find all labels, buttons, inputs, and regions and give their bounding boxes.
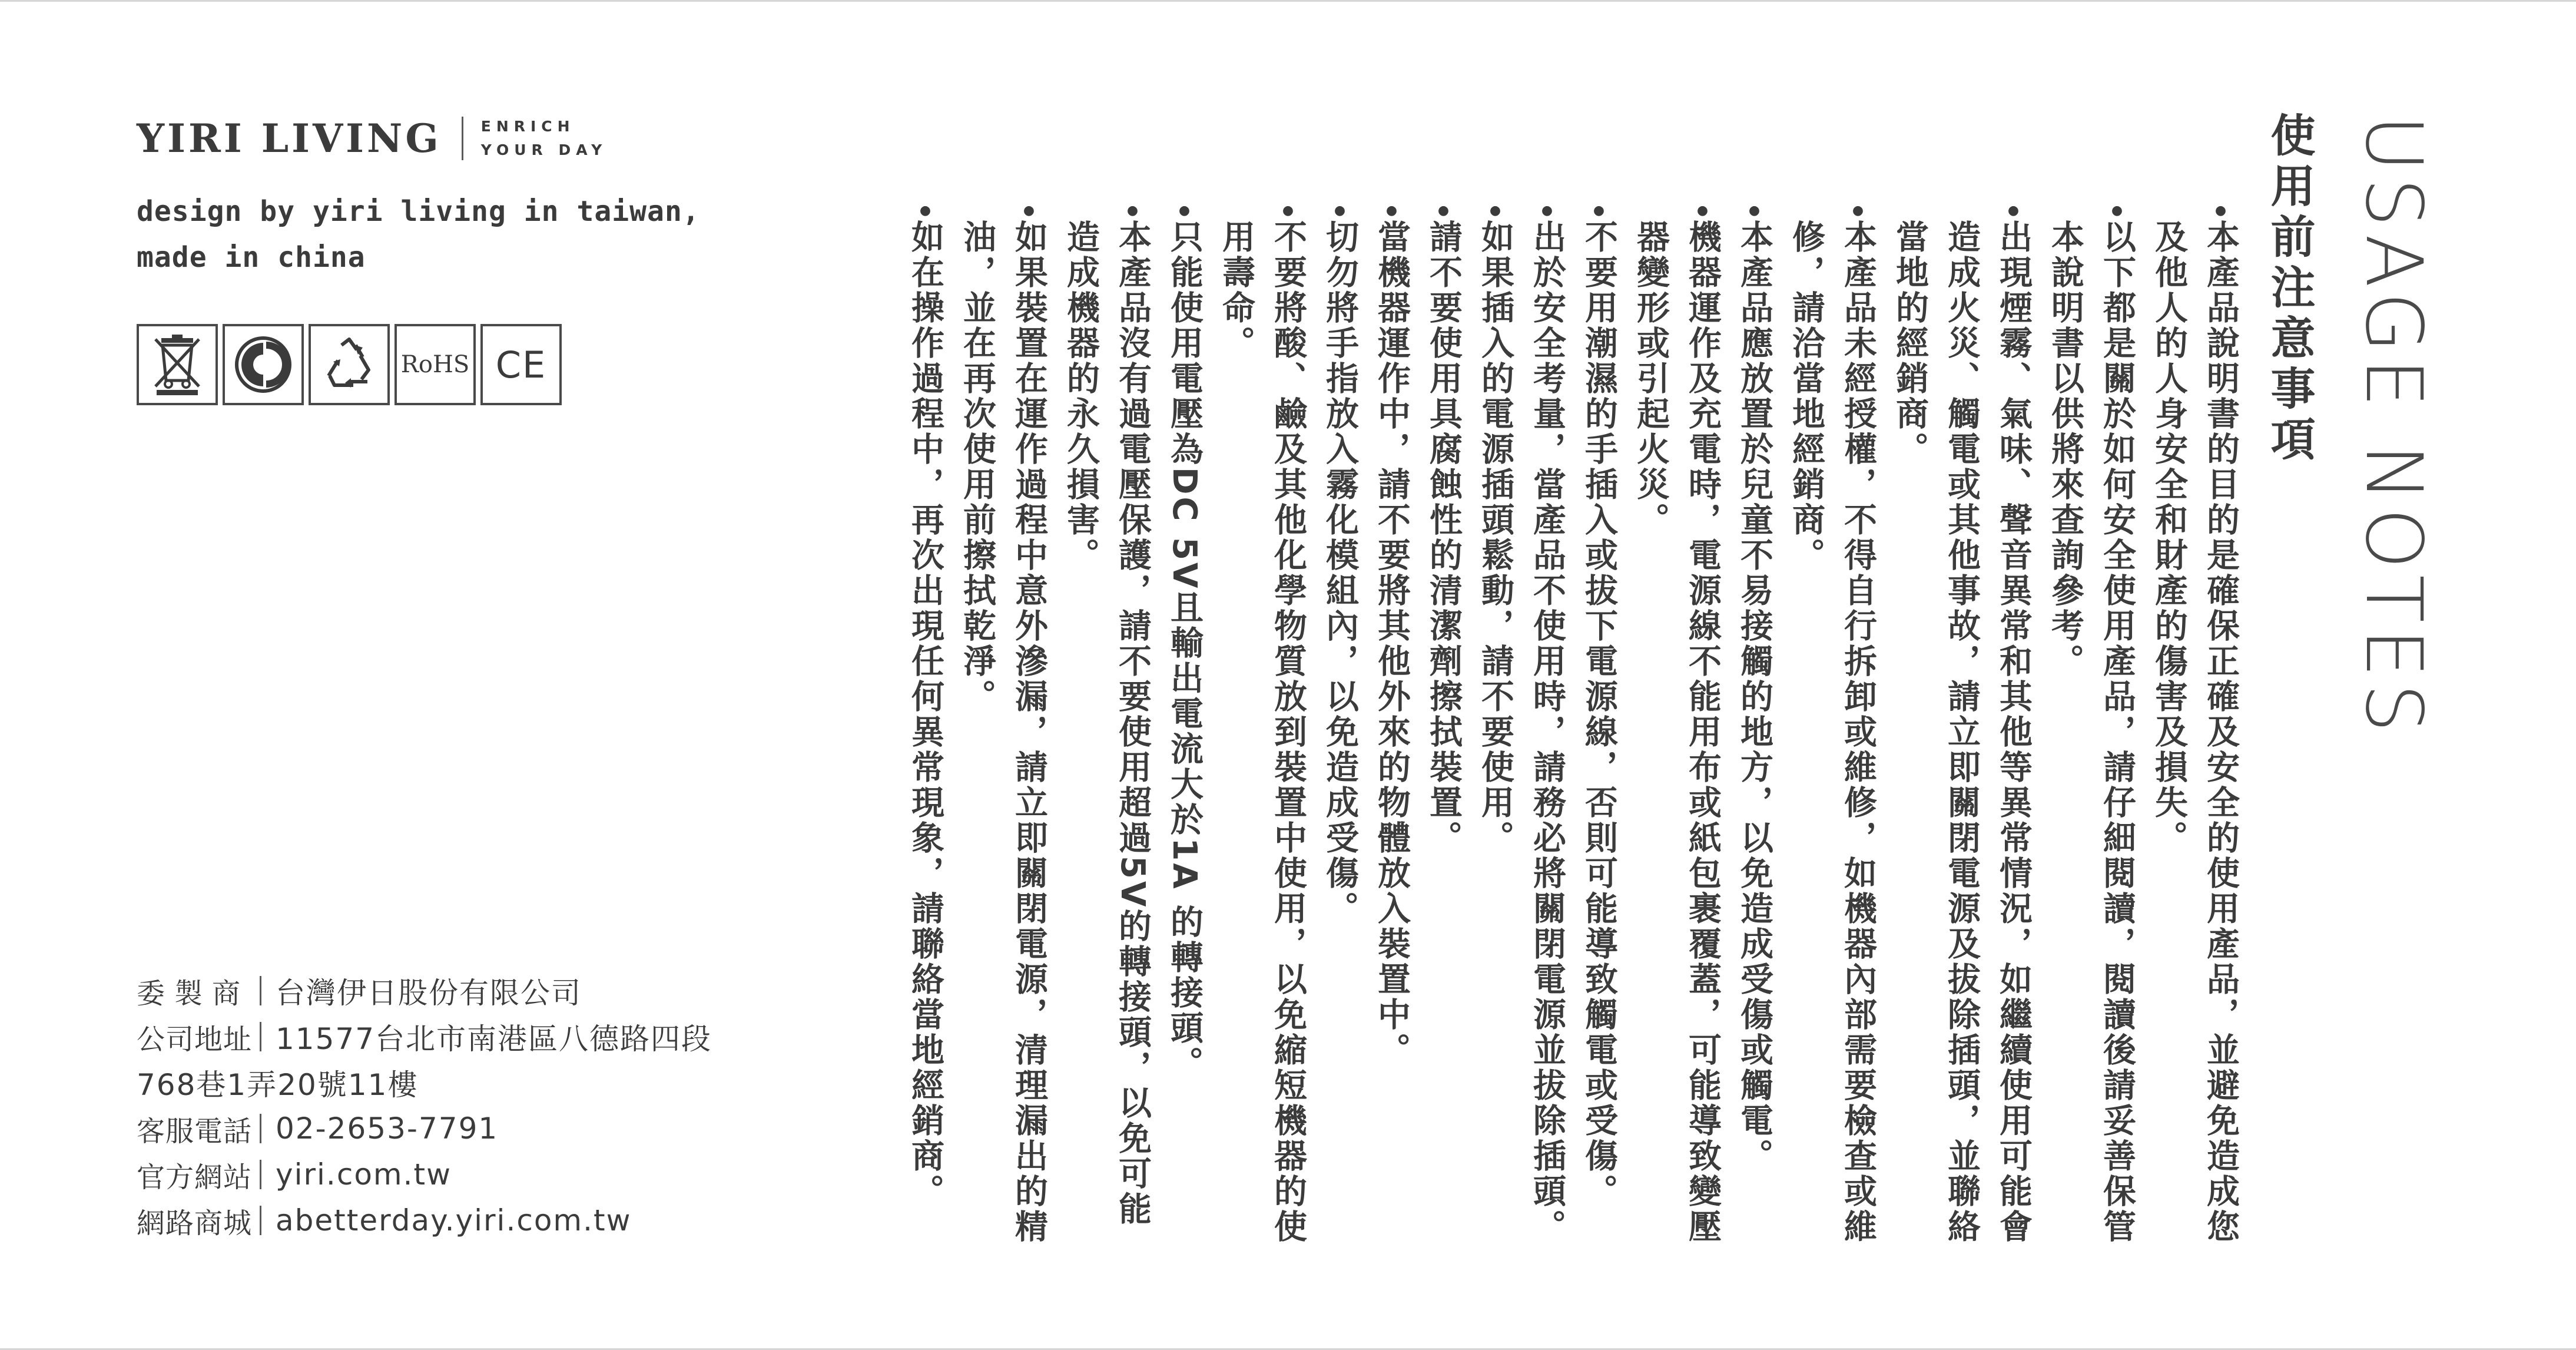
- note-item: ● 出現煙霧、氣味、聲音異常和其他等異常情況，如繼續使用可能會造成火災、觸電或其他事故，請立即關閉電源及拔除插頭，並聯絡當地的經銷商。: [1884, 203, 2039, 1252]
- note-item: ● 本產品說明書的目的是確保正確及安全的使用產品，並避免造成您及他人的人身安全和財產的傷害及損失。: [2143, 203, 2246, 1252]
- design-note-line2: made in china: [137, 241, 366, 274]
- usage-notes-title-en: USAGE NOTES: [2348, 115, 2439, 739]
- note-item: ● 出於安全考量，當產品不使用時，請務必將關閉電源並拔除插頭。: [1521, 203, 1573, 1252]
- note-item: ● 不要將酸、鹼及其他化學物質放到裝置中使用，以免縮短機器的使用壽命。: [1210, 203, 1314, 1252]
- top-border: [0, 0, 2576, 2]
- note-item: ● 如果裝置在運作過程中意外滲漏，請立即關閉電源，清理漏出的精油，並在再次使用前擦拭乾淨。: [951, 203, 1055, 1252]
- contact-value: 台灣伊日股份有限公司: [276, 976, 582, 1010]
- contact-separator: [260, 976, 261, 1005]
- contact-value: 02-2653-7791: [276, 1111, 499, 1146]
- design-note: [137, 188, 700, 280]
- brand-tagline-line2: YOUR DAY: [480, 141, 608, 158]
- contact-value: abetterday.yiri.com.tw: [276, 1203, 632, 1238]
- contact-separator: [260, 1114, 261, 1143]
- contact-row-website: [137, 1152, 712, 1197]
- brand-name: YIRI LIVING: [137, 115, 442, 161]
- contact-label: 官方網站: [137, 1160, 253, 1194]
- recycle-icon: [309, 324, 390, 405]
- brand-divider: [462, 117, 463, 160]
- usage-notes-title-zh: 使用前注意事項: [2263, 112, 2316, 466]
- ce-label: CE: [495, 343, 547, 386]
- design-note-line1: design by yiri living in taiwan,: [137, 195, 700, 228]
- contact-value: yiri.com.tw: [276, 1157, 452, 1192]
- contact-value: 11577台北市南港區八德路四段: [276, 1022, 712, 1056]
- rohs-mark: [394, 324, 476, 405]
- contact-label: 網路商城: [137, 1206, 253, 1240]
- note-item: ● 不要用潮濕的手插入或拔下電源線，否則可能導致觸電或受傷。: [1573, 203, 1624, 1252]
- contact-label: 客服電話: [137, 1114, 253, 1148]
- contact-separator: [260, 1022, 261, 1051]
- usage-notes-list: [899, 203, 2246, 1252]
- note-item: ● 機器運作及充電時，電源線不能用布或紙包裹覆蓋，可能導致變壓器變形或引起火災。: [1624, 203, 1728, 1252]
- note-item: ● 切勿將手指放入霧化模組內，以免造成受傷。: [1314, 203, 1365, 1252]
- certification-marks: [137, 324, 562, 405]
- contact-separator: [260, 1206, 261, 1235]
- note-item: ● 本產品應放置於兒童不易接觸的地方，以免造成受傷或觸電。: [1728, 203, 1780, 1252]
- note-item: ● 如果插入的電源插頭鬆動，請不要使用。: [1469, 203, 1521, 1252]
- contact-row-address: [137, 1014, 712, 1060]
- contact-value: 768巷1弄20號11樓: [137, 1068, 419, 1102]
- green-dot-icon: [223, 324, 304, 405]
- contact-separator: [260, 1160, 261, 1189]
- rohs-label: RoHS: [400, 351, 470, 378]
- contact-row-manufacturer: [137, 968, 712, 1014]
- note-item: ● 以下都是關於如何安全使用產品，請仔細閱讀，閱讀後請妥善保管本說明書以供將來查詢參考。: [2039, 203, 2143, 1252]
- note-item: ● 如在操作過程中，再次出現任何異常現象，請聯絡當地經銷商。: [899, 203, 951, 1252]
- contact-row-shop: [137, 1197, 712, 1243]
- brand-tagline-line1: ENRICH: [480, 118, 575, 135]
- contact-label: 公司地址: [137, 1023, 253, 1056]
- contact-info: [137, 968, 712, 1243]
- note-item: ● 本產品未經授權，不得自行拆卸或維修，如機器內部需要檢查或維修，請洽當地經銷商。: [1780, 203, 1884, 1252]
- brand-tagline: [481, 115, 608, 162]
- weee-crossed-bin-icon: [137, 324, 218, 405]
- contact-row-address-cont: [137, 1060, 712, 1106]
- contact-label: 委製商: [137, 977, 250, 1010]
- contact-row-phone: [137, 1106, 712, 1152]
- brand-header: [137, 112, 607, 165]
- note-item: ● 只能使用電壓為DC 5V且輸出電流大於1A 的轉接頭。: [1158, 203, 1210, 1252]
- note-item: ● 當機器運作中，請不要將其他外來的物體放入裝置中。: [1365, 203, 1417, 1252]
- note-item: ● 本產品沒有過電壓保護，請不要使用超過5V的轉接頭，以免可能造成機器的永久損害。: [1055, 203, 1158, 1252]
- ce-mark: [480, 324, 562, 405]
- note-item: ● 請不要使用具腐蝕性的清潔劑擦拭裝置。: [1417, 203, 1469, 1252]
